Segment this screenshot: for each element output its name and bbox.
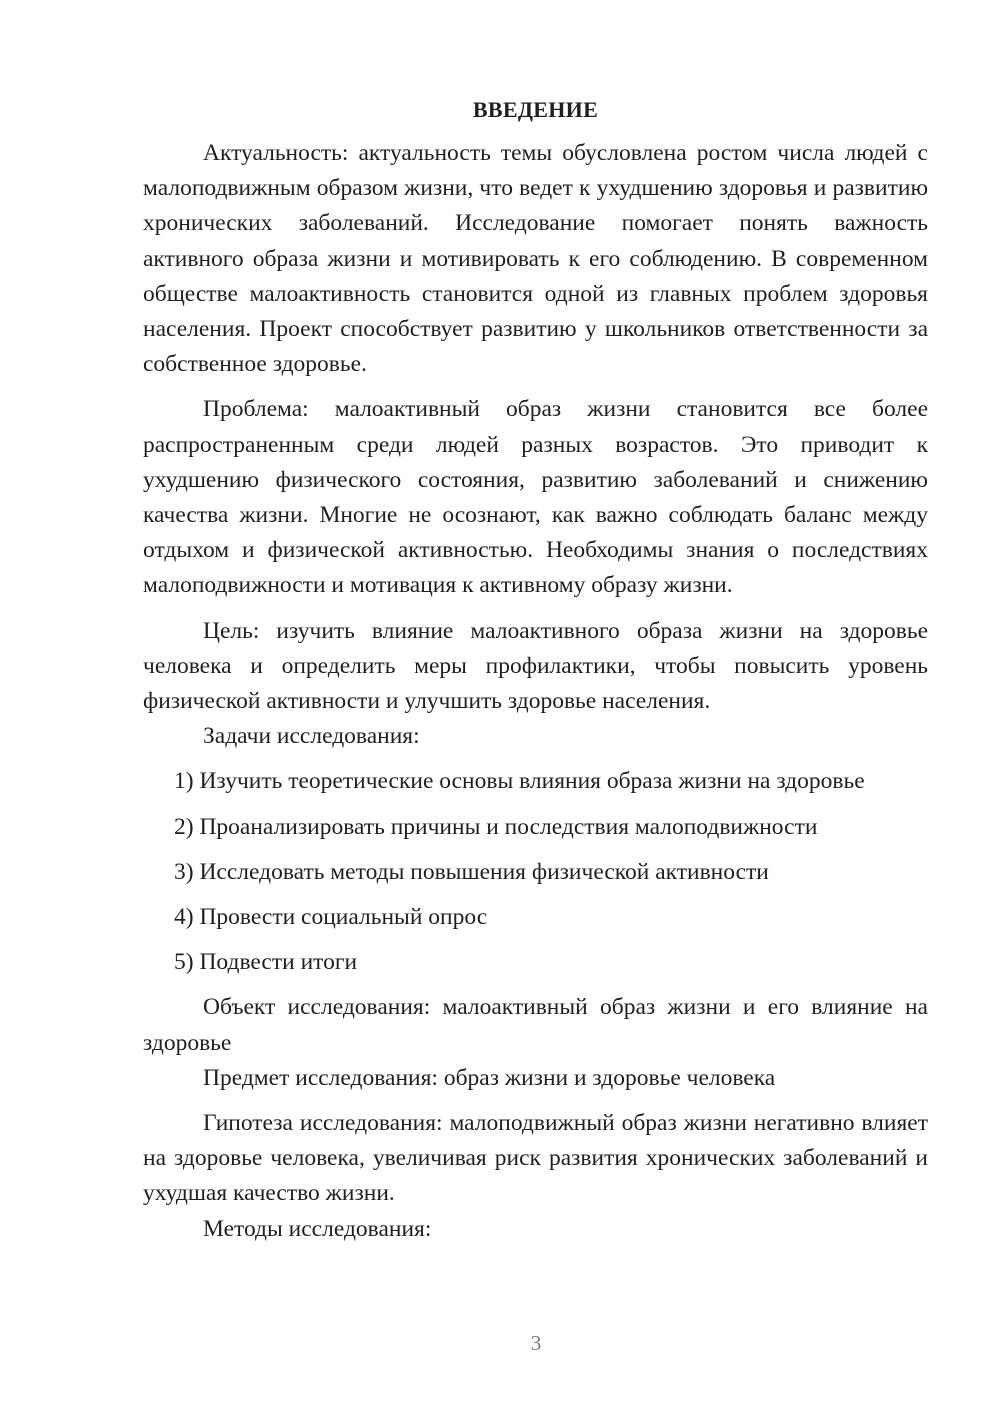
page-content <box>143 93 928 1247</box>
list-item: 1) Изучить теоретические основы влияния образа жизни на здоровье <box>174 768 865 795</box>
goal-paragraph: Цель: изучить влияние малоактивного образа жизни на здоровье человека и определить меры профилактики, чтобы повысить уровень физической активности и улучшить здоровье населения. <box>143 617 928 715</box>
relevance-paragraph: Актуальность: актуальность темы обусловлена ростом числа людей с малоподвижным образом жизни, что ведет к ухудшению здоровья и развитию хронических заболеваний. Исследование помогает понять важность активного образа жизни и мотивировать к его соблюдению. В современном обществе малоактивность становится одной из главных проблем здоровья населения. Проект способствует развитию у школьников ответственности за собственное здоровье. <box>143 140 928 378</box>
tasks-heading: Задачи исследования: <box>203 723 420 750</box>
hypothesis-paragraph: Гипотеза исследования: малоподвижный образ жизни негативно влияет на здоровье человека, увеличивая риск развития хронических заболеваний и ухудшая качество жизни. <box>143 1110 928 1207</box>
problem-paragraph: Проблема: малоактивный образ жизни становится все более распространенным среди людей разных возрастов. Это приводит к ухудшению физического состояния, развитию заболеваний и снижению качества жизни. Многие не осознают, как важно соблюдать баланс между отдыхом и физической активностью. Необходимы знания о последствиях малоподвижности и мотивация к активному образу жизни. <box>143 396 928 599</box>
tasks-list <box>143 764 928 980</box>
subject-paragraph: Предмет исследования: образ жизни и здоровье человека <box>203 1064 776 1091</box>
list-item: 4) Провести социальный опрос <box>174 904 488 931</box>
list-item: 3) Исследовать методы повышения физической активности <box>174 858 769 885</box>
list-item: 2) Проанализировать причины и последствия малоподвижности <box>174 813 818 840</box>
list-item: 5) Подвести итоги <box>174 949 358 976</box>
page-title: ВВЕДЕНИЕ <box>472 97 599 122</box>
page-number: 3 <box>530 1331 542 1355</box>
object-paragraph: Объект исследования: малоактивный образ жизни и его влияние на здоровье <box>143 994 928 1056</box>
methods-heading: Методы исследования: <box>203 1215 432 1242</box>
